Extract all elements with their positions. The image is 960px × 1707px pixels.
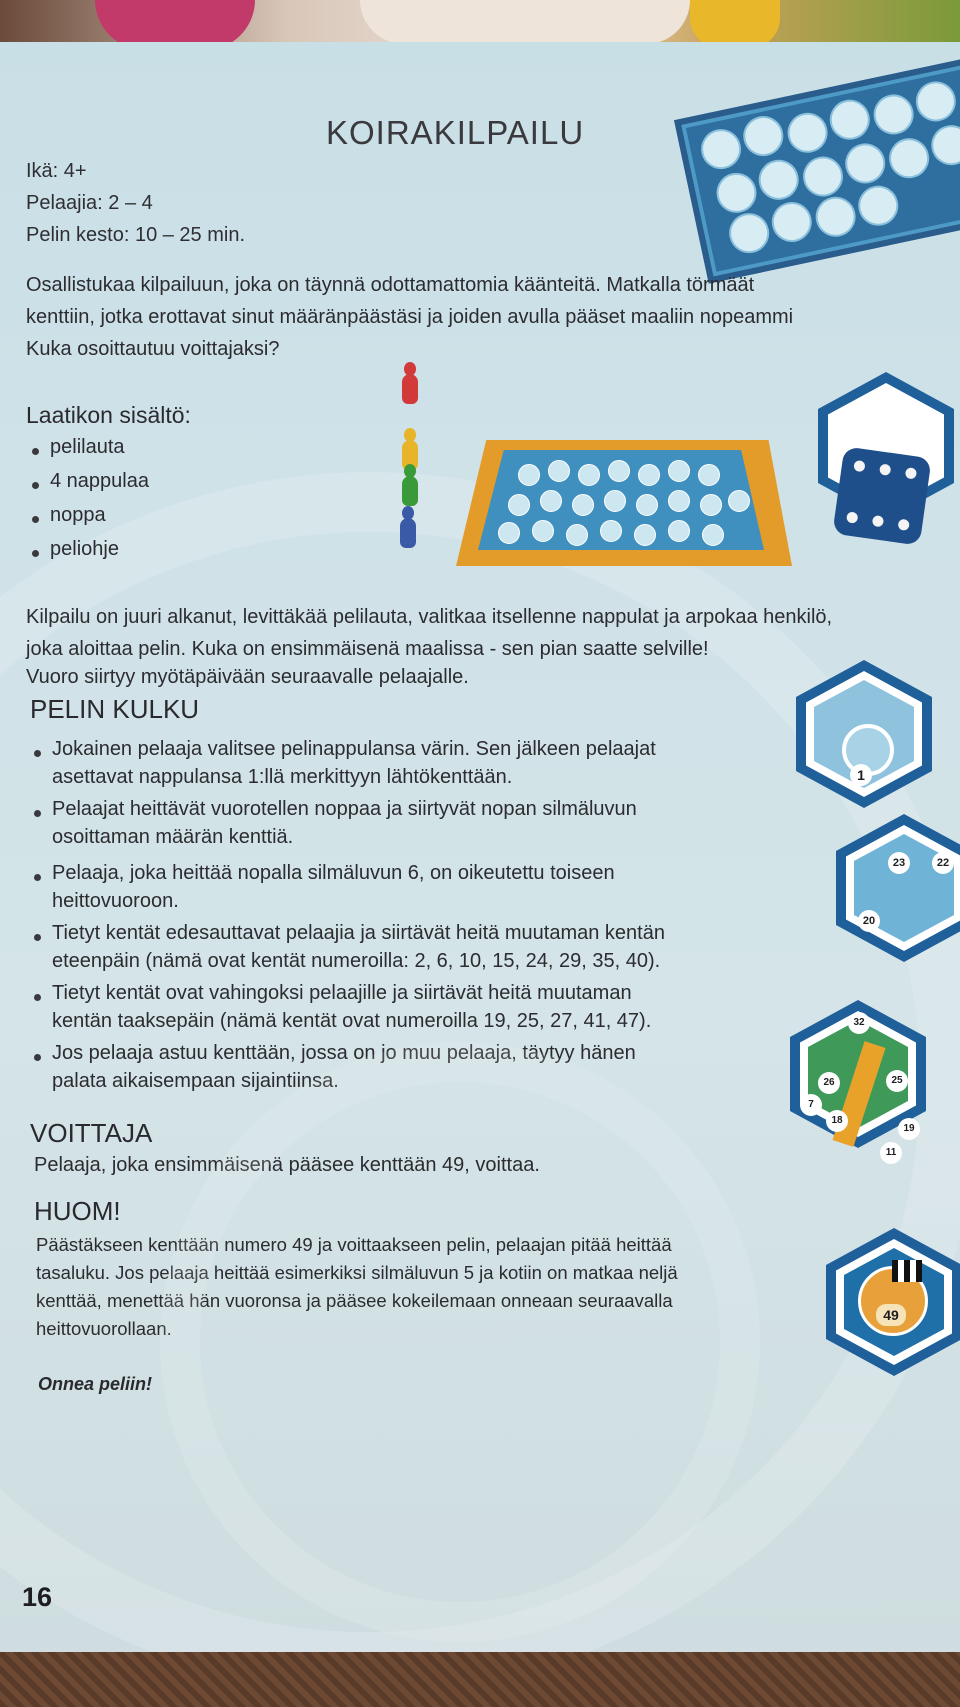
die-icon	[832, 446, 931, 545]
field-number: 23	[888, 852, 910, 874]
pawn-green-icon	[402, 476, 418, 506]
field-number: 11	[880, 1142, 902, 1164]
field-number: 32	[848, 1012, 870, 1034]
page-title: KOIRAKILPAILU	[326, 114, 585, 151]
age-info: Ikä: 4+	[26, 160, 87, 182]
rule-line: asettavat nappulansa 1:llä merkittyyn lähtökenttään.	[52, 766, 513, 788]
field-number: 20	[858, 910, 880, 932]
gameplay-heading: PELIN KULKU	[30, 694, 200, 724]
field-number: 18	[826, 1110, 848, 1132]
toy-yellow-shape	[690, 0, 780, 48]
field-number: 7	[800, 1094, 822, 1116]
bullet	[34, 874, 41, 881]
contents-heading: Laatikon sisältö:	[26, 402, 191, 428]
rule-line: osoittaman määrän kenttiä.	[52, 826, 294, 848]
rule-line: Jos pelaaja astuu kenttään, jossa on jo muu pelaaja, täytyy hänen	[52, 1042, 636, 1064]
board-illustration	[456, 440, 792, 566]
field-number: 26	[818, 1072, 840, 1094]
rule-line: heittovuoroon.	[52, 890, 179, 912]
note-line: tasaluku. Jos pelaaja heittää esimerkiksi silmäluvun 5 ja kotiin on matkaa neljä	[36, 1262, 678, 1283]
duration-info: Pelin kesto: 10 – 25 min.	[26, 224, 246, 246]
rule-line: Jokainen pelaaja valitsee pelinappulansa värin. Sen jälkeen pelaajat	[52, 738, 656, 760]
players-info: Pelaajia: 2 – 4	[26, 192, 153, 214]
bullet	[32, 550, 39, 557]
bullet	[34, 1054, 41, 1061]
photo-background-bottom	[0, 1652, 960, 1707]
bullet	[32, 516, 39, 523]
bullet	[34, 934, 41, 941]
pawn-red-icon	[402, 374, 418, 404]
bullet	[34, 750, 41, 757]
contents-item: noppa	[50, 504, 106, 526]
bullet	[34, 810, 41, 817]
start-line-3: Vuoro siirtyy myötäpäivään seuraavalle pelaajalle.	[26, 666, 469, 688]
field-number: 19	[898, 1118, 920, 1140]
closing-text: Onnea peliin!	[38, 1374, 153, 1394]
page-number: 16	[22, 1582, 53, 1612]
field-number: 22	[932, 852, 954, 874]
start-line-2: joka aloittaa pelin. Kuka on ensimmäisenä maalissa - sen pian saatte selville!	[26, 638, 709, 660]
pawn-blue-icon	[400, 518, 416, 548]
rule-line: Pelaaja, joka heittää nopalla silmäluvun 6, on oikeutettu toiseen	[52, 862, 615, 884]
rule-line: palata aikaisempaan sijaintiinsa.	[52, 1070, 339, 1092]
winner-heading: VOITTAJA	[30, 1118, 153, 1148]
note-line: kenttää, menettää hän vuoronsa ja pääsee kokeilemaan onneaan seuraavalla	[36, 1290, 673, 1311]
rule-line: kentän taaksepäin (nämä kentät ovat numeroilla 19, 25, 27, 41, 47).	[52, 1010, 652, 1032]
contents-item: 4 nappulaa	[50, 470, 149, 492]
field-number: 1	[850, 764, 872, 786]
toy-white-shape	[360, 0, 690, 44]
checkered-flag-icon	[892, 1260, 922, 1282]
note-line: heittovuorollaan.	[36, 1318, 172, 1339]
contents-item: pelilauta	[50, 436, 125, 458]
intro-line-1: Osallistukaa kilpailuun, joka on täynnä odottamattomia käänteitä. Matkalla törmäät	[26, 274, 755, 296]
field-number: 25	[886, 1070, 908, 1092]
bullet	[34, 994, 41, 1001]
game-board-illustration	[674, 55, 960, 283]
field-number: 49	[876, 1304, 906, 1326]
contents-item: peliohje	[50, 538, 119, 560]
winner-text: Pelaaja, joka ensimmäisenä pääsee kenttään 49, voittaa.	[34, 1154, 540, 1176]
start-line-1: Kilpailu on juuri alkanut, levittäkää pelilauta, valitkaa itsellenne nappulat ja arpokaa henkilö,	[26, 606, 833, 628]
intro-line-2: kenttiin, jotka erottavat sinut määränpäästäsi ja joiden avulla pääset maaliin nopeammi	[26, 306, 794, 328]
rule-line: eteenpäin (nämä ovat kentät numeroilla: 2, 6, 10, 15, 24, 29, 35, 40).	[52, 950, 661, 972]
note-line: Päästäkseen kenttään numero 49 ja voittaakseen pelin, pelaajan pitää heittää	[36, 1234, 672, 1255]
ladder-field-hex	[836, 814, 960, 962]
note-heading: HUOM!	[34, 1196, 121, 1226]
intro-line-3: Kuka osoittautuu voittajaksi?	[26, 338, 280, 360]
instruction-page	[0, 42, 960, 1654]
rule-line: Pelaajat heittävät vuorotellen noppaa ja siirtyvät nopan silmäluvun	[52, 798, 637, 820]
rule-line: Tietyt kentät ovat vahingoksi pelaajille ja siirtävät heitä muutaman	[52, 982, 632, 1004]
bullet	[32, 448, 39, 455]
rule-line: Tietyt kentät edesauttavat pelaajia ja siirtävät heitä muutaman kentän	[52, 922, 665, 944]
bullet	[32, 482, 39, 489]
